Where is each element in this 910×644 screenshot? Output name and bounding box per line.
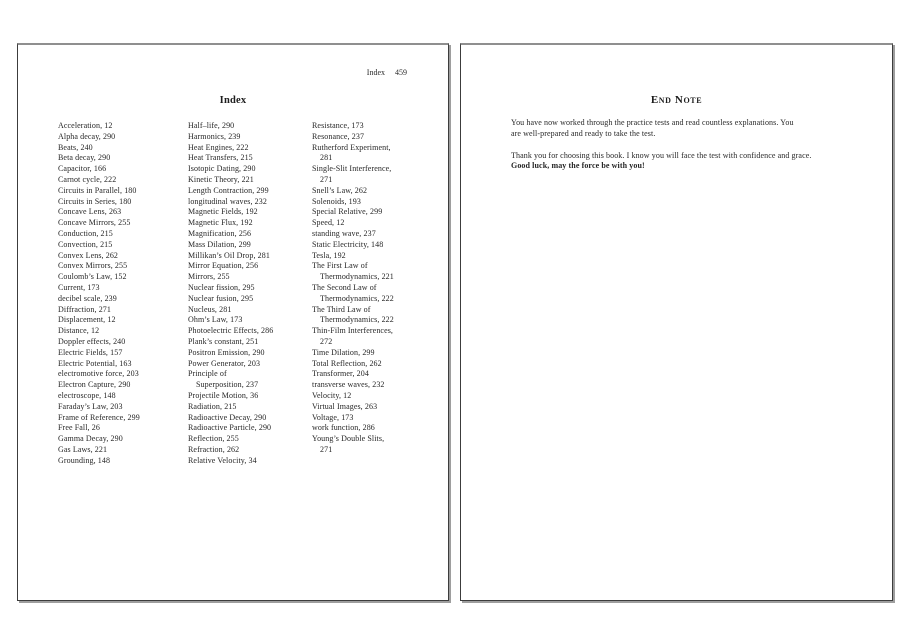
index-columns xyxy=(58,121,428,467)
index-entry-line: Convex Mirrors, 255 xyxy=(58,261,128,271)
index-entry-line: Magnetic Flux, 192 xyxy=(188,218,253,228)
index-entry-line: Single-Slit Interference, xyxy=(312,164,392,174)
index-entry-line: Length Contraction, 299 xyxy=(188,185,269,195)
index-entry-line: work function, 286 xyxy=(312,423,375,433)
running-header-page-number: 459 xyxy=(395,68,407,77)
index-entry-line: standing wave, 237 xyxy=(312,228,376,238)
index-entry-line: Gamma Decay, 290 xyxy=(58,434,123,444)
index-entry-line: Electric Potential, 163 xyxy=(58,358,132,368)
index-entry-line: Doppler effects, 240 xyxy=(58,336,126,346)
index-entry-line: Electric Fields, 157 xyxy=(58,347,123,357)
index-entry-line: Current, 173 xyxy=(58,282,100,292)
index-entry-line: Resonance, 237 xyxy=(312,131,365,141)
index-entry-line: decibel scale, 239 xyxy=(58,293,117,303)
index-entry-line: Capacitor, 166 xyxy=(58,164,107,174)
index-entry-line: Rutherford Experiment, xyxy=(312,142,391,152)
index-entry-line: The Third Law of xyxy=(312,304,371,314)
endnote-paragraph xyxy=(511,118,864,140)
index-entry-line: electromotive force, 203 xyxy=(58,369,139,379)
running-header-section: Index xyxy=(366,68,385,77)
index-entry-line: Transformer, 204 xyxy=(312,369,369,379)
index-column-2 xyxy=(188,121,312,467)
index-entry-line: longitudinal waves, 232 xyxy=(188,196,267,206)
index-entry-line: Ohm’s Law, 173 xyxy=(188,315,243,325)
index-entry-line: Electron Capture, 290 xyxy=(58,380,131,390)
index-entry-line: Principle of xyxy=(188,369,227,379)
index-entry-line: 281 xyxy=(320,153,333,163)
index-entry-line: Relative Velocity, 34 xyxy=(188,455,257,465)
index-entry-line: Nucleus, 281 xyxy=(188,304,232,314)
index-entry-line: Beta decay, 290 xyxy=(58,153,111,163)
index-entry-line: Isotopic Dating, 290 xyxy=(188,164,256,174)
index-entry-line: transverse waves, 232 xyxy=(312,380,385,390)
index-entry-line: Acceleration, 12 xyxy=(58,121,113,130)
running-header xyxy=(367,68,407,77)
index-entry-line: Distance, 12 xyxy=(58,326,100,336)
index-entry-line: Mass Dilation, 299 xyxy=(188,239,251,249)
index-entry-line: Circuits in Series, 180 xyxy=(58,196,132,206)
index-entry-line: Velocity, 12 xyxy=(312,390,352,400)
index-entry-line: Coulomb’s Law, 152 xyxy=(58,272,127,282)
index-entry-line: Virtual Images, 263 xyxy=(312,401,378,411)
index-entry-line: Mirrors, 255 xyxy=(188,272,230,282)
index-entry-line: Grounding, 148 xyxy=(58,455,111,465)
index-entry-line: Voltage, 173 xyxy=(312,412,354,422)
index-entry-line: Thin-Film Interferences, xyxy=(312,326,394,336)
index-page-title: Index xyxy=(219,95,247,106)
index-entry-line: Magnetic Fields, 192 xyxy=(188,207,258,217)
index-entry-line: Plank’s constant, 251 xyxy=(188,336,259,346)
index-page xyxy=(17,43,449,601)
index-entry-line: electroscope, 148 xyxy=(58,390,116,400)
end-note-title: End Note xyxy=(650,94,703,106)
index-entry-line: Diffraction, 271 xyxy=(58,304,111,314)
index-entry-line: Static Electricity, 148 xyxy=(312,239,384,249)
index-entry-line: Speed, 12 xyxy=(312,218,345,228)
index-entry-line: Displacement, 12 xyxy=(58,315,116,325)
index-entry-line: Refraction, 262 xyxy=(188,444,240,454)
index-entry-line: Resistance, 173 xyxy=(312,121,364,130)
index-entry-line: Heat Engines, 222 xyxy=(188,142,249,152)
index-entry-line: Thermodynamics, 222 xyxy=(320,293,394,303)
index-entry-line: Nuclear fusion, 295 xyxy=(188,293,254,303)
endnote-line: You have now worked through the practice tests and read countless explanations. You xyxy=(511,118,794,127)
index-entry-line: Gas Laws, 221 xyxy=(58,444,108,454)
endnote-line: Thank you for choosing this book. I know you will face the test with confidence and grace. xyxy=(511,150,812,160)
index-entry-line: Snell’s Law, 262 xyxy=(312,185,368,195)
index-entry-line: Frame of Reference, 299 xyxy=(58,412,140,422)
index-entry-line: Conduction, 215 xyxy=(58,228,113,238)
end-note-page xyxy=(460,43,893,601)
index-entry-line: Special Relative, 299 xyxy=(312,207,383,217)
index-column-1 xyxy=(58,121,188,467)
index-entry-line: Heat Transfers, 215 xyxy=(188,153,253,163)
endnote-paragraph xyxy=(511,151,864,173)
index-entry-line: Radioactive Particle, 290 xyxy=(188,423,272,433)
index-entry-line: 272 xyxy=(320,336,333,346)
index-entry-line: Power Generator, 203 xyxy=(188,358,261,368)
index-entry-line: Circuits in Parallel, 180 xyxy=(58,185,137,195)
index-entry-line: The First Law of xyxy=(312,261,368,271)
index-entry-line: Magnification, 256 xyxy=(188,228,252,238)
index-entry-line: Reflection, 255 xyxy=(188,434,239,444)
index-entry-line: Radiation, 215 xyxy=(188,401,237,411)
index-entry-line: Projectile Motion, 36 xyxy=(188,390,259,400)
endnote-line: are well-prepared and ready to take the test. xyxy=(511,128,656,138)
index-entry-line: The Second Law of xyxy=(312,282,377,292)
index-entry-line: Photoelectric Effects, 286 xyxy=(188,326,274,336)
index-entry-line: Half–life, 290 xyxy=(188,121,235,130)
index-entry-line: Total Reflection, 262 xyxy=(312,358,382,368)
index-entry-line: Superposition, 237 xyxy=(196,380,259,390)
index-entry-line: Thermodynamics, 221 xyxy=(320,272,394,282)
index-entry-line: Young’s Double Slits, xyxy=(312,434,385,444)
index-column-3 xyxy=(312,121,428,467)
index-entry-line: Concave Mirrors, 255 xyxy=(58,218,131,228)
index-entry-line: 271 xyxy=(320,174,333,184)
index-entry-line: Convection, 215 xyxy=(58,239,113,249)
index-entry-line: Convex Lens, 262 xyxy=(58,250,119,260)
index-entry-line: Faraday’s Law, 203 xyxy=(58,401,123,411)
index-entry-line: Radioactive Decay, 290 xyxy=(188,412,267,422)
index-entry-line: Time Dilation, 299 xyxy=(312,347,375,357)
index-entry-line: Concave Lens, 263 xyxy=(58,207,122,217)
index-entry-line: Positron Emission, 290 xyxy=(188,347,265,357)
index-entry-line: Carnot cycle, 222 xyxy=(58,174,117,184)
endnote-paragraphs xyxy=(511,118,864,183)
index-entry-line: 271 xyxy=(320,444,333,454)
index-entry-line: Thermodynamics, 222 xyxy=(320,315,394,325)
endnote-bold-line: Good luck, may the force be with you! xyxy=(511,161,645,171)
index-entry-line: Beats, 240 xyxy=(58,142,93,152)
index-entry-line: Free Fall, 26 xyxy=(58,423,100,433)
index-entry-line: Harmonics, 239 xyxy=(188,131,241,141)
index-entry-line: Kinetic Theory, 221 xyxy=(188,174,254,184)
index-entry-line: Millikan’s Oil Drop, 281 xyxy=(188,250,270,260)
index-entry-line: Mirror Equation, 256 xyxy=(188,261,259,271)
index-entry-line: Nuclear fission, 295 xyxy=(188,282,255,292)
index-entry-line: Tesla, 192 xyxy=(312,250,346,260)
index-entry-line: Alpha decay, 290 xyxy=(58,131,116,141)
index-entry-line: Solenoids, 193 xyxy=(312,196,361,206)
